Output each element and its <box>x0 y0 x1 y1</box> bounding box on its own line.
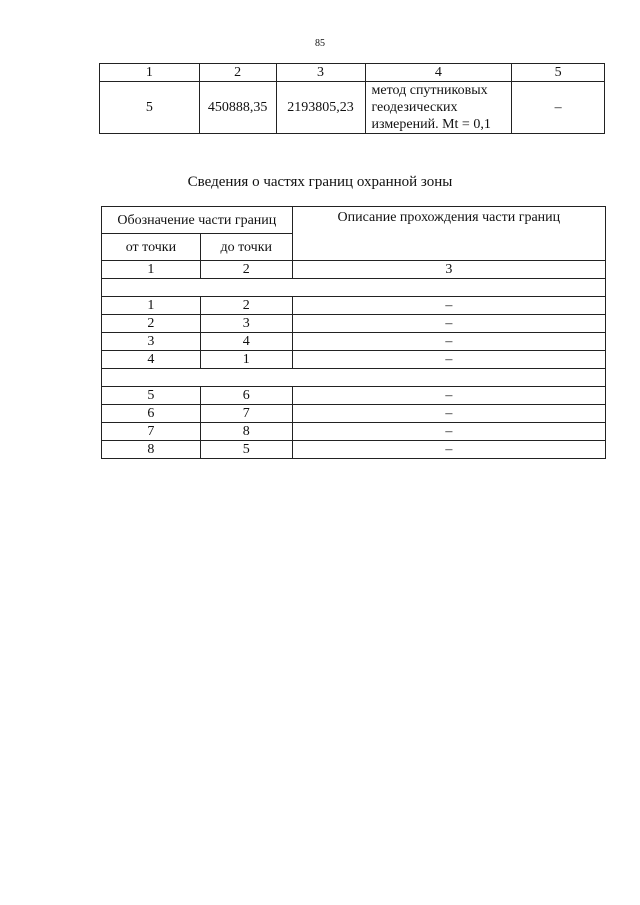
header-cell: 4 <box>365 64 512 82</box>
table-row <box>102 387 606 405</box>
description-cell: – <box>292 405 605 423</box>
group-separator-row <box>102 369 606 387</box>
table-row <box>102 333 606 351</box>
header-row <box>102 207 606 234</box>
x-coordinate-cell: 450888,35 <box>199 82 276 134</box>
description-cell: – <box>292 315 605 333</box>
header-cell: 3 <box>276 64 365 82</box>
coordinates-header-row <box>100 64 605 82</box>
table-row <box>102 405 606 423</box>
to-cell: 4 <box>200 333 292 351</box>
to-cell: 6 <box>200 387 292 405</box>
from-cell: 5 <box>102 387 201 405</box>
header-to-cell: до точки <box>200 234 292 261</box>
point-number-cell: 5 <box>100 82 200 134</box>
from-cell: 2 <box>102 315 201 333</box>
table-row <box>102 297 606 315</box>
from-cell: 1 <box>102 297 201 315</box>
to-cell: 5 <box>200 441 292 459</box>
method-line: измерений. Mt = 0,1 <box>371 117 491 132</box>
to-cell: 3 <box>200 315 292 333</box>
header-group-cell: Обозначение части границ <box>102 207 293 234</box>
to-cell: 1 <box>200 351 292 369</box>
boundary-parts-table <box>101 206 606 459</box>
to-cell: 2 <box>200 297 292 315</box>
description-cell: – <box>292 297 605 315</box>
header-cell: 2 <box>200 261 292 279</box>
header-cell: 2 <box>199 64 276 82</box>
description-cell: – <box>292 333 605 351</box>
note-cell: – <box>512 82 605 134</box>
group-separator-row <box>102 279 606 297</box>
coordinates-table <box>99 63 605 134</box>
header-from-cell: от точки <box>102 234 201 261</box>
table-row <box>102 351 606 369</box>
table-row <box>102 441 606 459</box>
y-coordinate-cell: 2193805,23 <box>276 82 365 134</box>
from-cell: 6 <box>102 405 201 423</box>
table-row <box>102 315 606 333</box>
from-cell: 8 <box>102 441 201 459</box>
empty-cell <box>102 369 606 387</box>
section-title: Сведения о частях границ охранной зоны <box>187 174 453 190</box>
table-row <box>100 82 605 134</box>
header-cell: 3 <box>292 261 605 279</box>
column-number-row <box>102 261 606 279</box>
to-cell: 8 <box>200 423 292 441</box>
from-cell: 3 <box>102 333 201 351</box>
header-cell: 1 <box>100 64 200 82</box>
description-cell: – <box>292 387 605 405</box>
from-cell: 7 <box>102 423 201 441</box>
empty-cell <box>102 279 606 297</box>
method-line: метод спутниковых <box>371 83 488 98</box>
method-cell <box>365 82 512 134</box>
method-line: геодезических <box>371 100 458 115</box>
description-cell: – <box>292 351 605 369</box>
header-cell: 5 <box>512 64 605 82</box>
from-cell: 4 <box>102 351 201 369</box>
header-description-cell: Описание прохождения части границ <box>292 207 605 261</box>
description-cell: – <box>292 423 605 441</box>
to-cell: 7 <box>200 405 292 423</box>
table-row <box>102 423 606 441</box>
page-number: 85 <box>315 38 325 49</box>
header-cell: 1 <box>102 261 201 279</box>
description-cell: – <box>292 441 605 459</box>
